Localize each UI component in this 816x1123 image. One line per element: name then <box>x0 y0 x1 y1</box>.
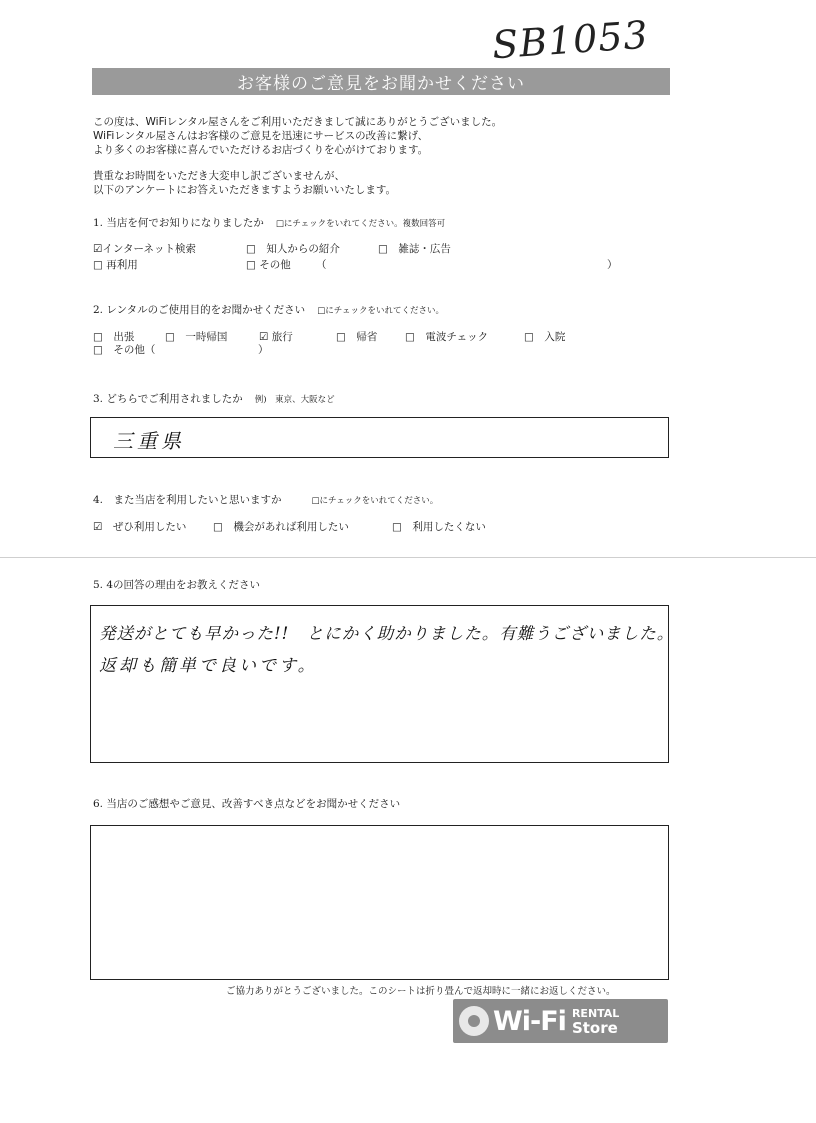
q2-option-label: 電波チェック <box>425 331 489 343</box>
checkbox-icon[interactable]: □ <box>165 331 175 343</box>
q4-option-definitely[interactable] <box>93 519 186 534</box>
logo-store-text: Store <box>571 1019 618 1037</box>
q2-note: □にチェックをいれてください。 <box>317 306 444 316</box>
q3-question: 3. どちらでご利用されましたか <box>93 393 243 405</box>
q2-label <box>93 302 444 317</box>
q2-other-close-paren: ） <box>258 344 269 356</box>
q5-answer-line-1: 発送がとても早かった!! とにかく助かりました。有難うございました。 <box>99 624 675 643</box>
q2-option-homecoming[interactable] <box>165 329 227 344</box>
checkbox-checked-icon[interactable]: ☑ <box>93 243 103 255</box>
q4-question: 4. また当店を利用したいと思いますか <box>93 494 282 506</box>
q2-option-label: 一時帰国 <box>185 331 228 343</box>
q1-other-close-paren: ） <box>607 259 618 271</box>
q1-option-reuse[interactable] <box>93 257 138 272</box>
q5-answer-box[interactable] <box>90 605 675 763</box>
q1-option-label: その他 <box>259 259 291 271</box>
q2-option-label: 入院 <box>544 331 566 343</box>
checkbox-icon[interactable]: □ <box>246 243 256 255</box>
fold-line-divider <box>0 557 816 558</box>
intro-line-3: より多くのお客様に喜んでいただけるお店づくりを心がけております。 <box>93 144 429 156</box>
intro-line-5: 以下のアンケートにお答えいただきますようお願いいたします。 <box>93 184 397 196</box>
q1-option-label: インターネット検索 <box>102 243 196 255</box>
q3-note: 例) 東京、大阪など <box>254 395 335 405</box>
wifi-rental-store-logo <box>453 999 668 1043</box>
page-title: お客様のご意見をお聞かせください <box>92 68 670 95</box>
checkbox-icon[interactable]: □ <box>405 331 415 343</box>
q2-other-open-paren: （ <box>144 344 156 356</box>
q4-option-label: 機会があれば利用したい <box>233 521 349 533</box>
q2-option-label: 出張 <box>113 331 135 343</box>
q6-label: 6. 当店のご感想やご意見、改善すべき点などをお聞かせください <box>93 798 401 810</box>
q2-option-label: その他 <box>113 344 145 356</box>
checkbox-icon[interactable]: □ <box>336 331 346 343</box>
q3-answer: 三重県 <box>113 429 185 453</box>
logo-main-text: Wi-Fi <box>493 1005 566 1037</box>
checkbox-icon[interactable]: □ <box>213 521 223 533</box>
q4-note: □にチェックをいれてください。 <box>311 496 439 506</box>
checkbox-icon[interactable]: □ <box>378 243 388 255</box>
q2-option-hospital[interactable] <box>524 329 565 344</box>
q1-question: 1. 当店を何でお知りになりましたか <box>93 217 264 229</box>
q4-label <box>93 492 438 507</box>
q1-option-magazine[interactable] <box>378 241 451 256</box>
checkbox-icon[interactable]: □ <box>93 259 103 271</box>
q5-label: 5. 4の回答の理由をお教えください <box>93 579 261 591</box>
q4-option-no[interactable] <box>392 519 486 534</box>
checkbox-icon[interactable]: □ <box>93 344 103 356</box>
intro-line-2: WiFiレンタル屋さんはお客様のご意見を迅速にサービスの改善に繋げ、 <box>93 130 429 142</box>
q1-option-other[interactable] <box>246 257 291 272</box>
mascot-icon <box>459 1006 489 1036</box>
q4-option-label: 利用したくない <box>412 521 486 533</box>
q3-label <box>93 391 335 406</box>
checkbox-icon[interactable]: □ <box>246 259 256 271</box>
q2-option-other[interactable] <box>93 342 155 357</box>
checkbox-checked-icon[interactable]: ☑ <box>259 331 269 343</box>
logo-sub-text <box>572 1006 619 1036</box>
checkbox-checked-icon[interactable]: ☑ <box>93 521 103 533</box>
checkbox-icon[interactable]: □ <box>93 331 103 343</box>
q3-answer-box[interactable] <box>90 417 669 458</box>
q1-label <box>93 215 445 230</box>
intro-line-4: 貴重なお時間をいただき大変申し訳ございませんが、 <box>93 170 345 182</box>
q2-option-label: 帰省 <box>356 331 378 343</box>
q1-option-internet[interactable] <box>93 241 196 256</box>
q1-option-label: 雑誌・広告 <box>398 243 451 255</box>
q6-answer-box[interactable] <box>90 825 669 980</box>
checkbox-icon[interactable]: □ <box>524 331 534 343</box>
q1-other-open-paren: （ <box>316 259 327 271</box>
intro-line-1: この度は、WiFiレンタル屋さんをご利用いただきまして誠にありがとうございました。 <box>93 116 503 128</box>
checkbox-icon[interactable]: □ <box>392 521 402 533</box>
q4-option-maybe[interactable] <box>213 519 349 534</box>
serial-number: SB1053 <box>490 12 651 68</box>
q2-option-signal-check[interactable] <box>405 329 488 344</box>
footer-note: ご協力ありがとうございました。このシートは折り畳んで返却時に一緒にお返しください。 <box>226 986 616 997</box>
intro-text <box>93 115 502 209</box>
q1-note: □にチェックをいれてください。複数回答可 <box>275 219 446 229</box>
q1-option-label: 再利用 <box>106 259 138 271</box>
q1-option-referral[interactable] <box>246 241 340 256</box>
q2-option-visit-home[interactable] <box>336 329 377 344</box>
q1-option-label: 知人からの紹介 <box>266 243 340 255</box>
q4-option-label: ぜひ利用したい <box>112 521 187 533</box>
q5-answer-line-2: 返却も簡単で良いです。 <box>99 656 318 676</box>
q2-question: 2. レンタルのご使用目的をお聞かせください <box>93 304 306 316</box>
logo-rental-text: RENTAL <box>571 1007 620 1020</box>
q2-option-label: 旅行 <box>271 331 293 343</box>
